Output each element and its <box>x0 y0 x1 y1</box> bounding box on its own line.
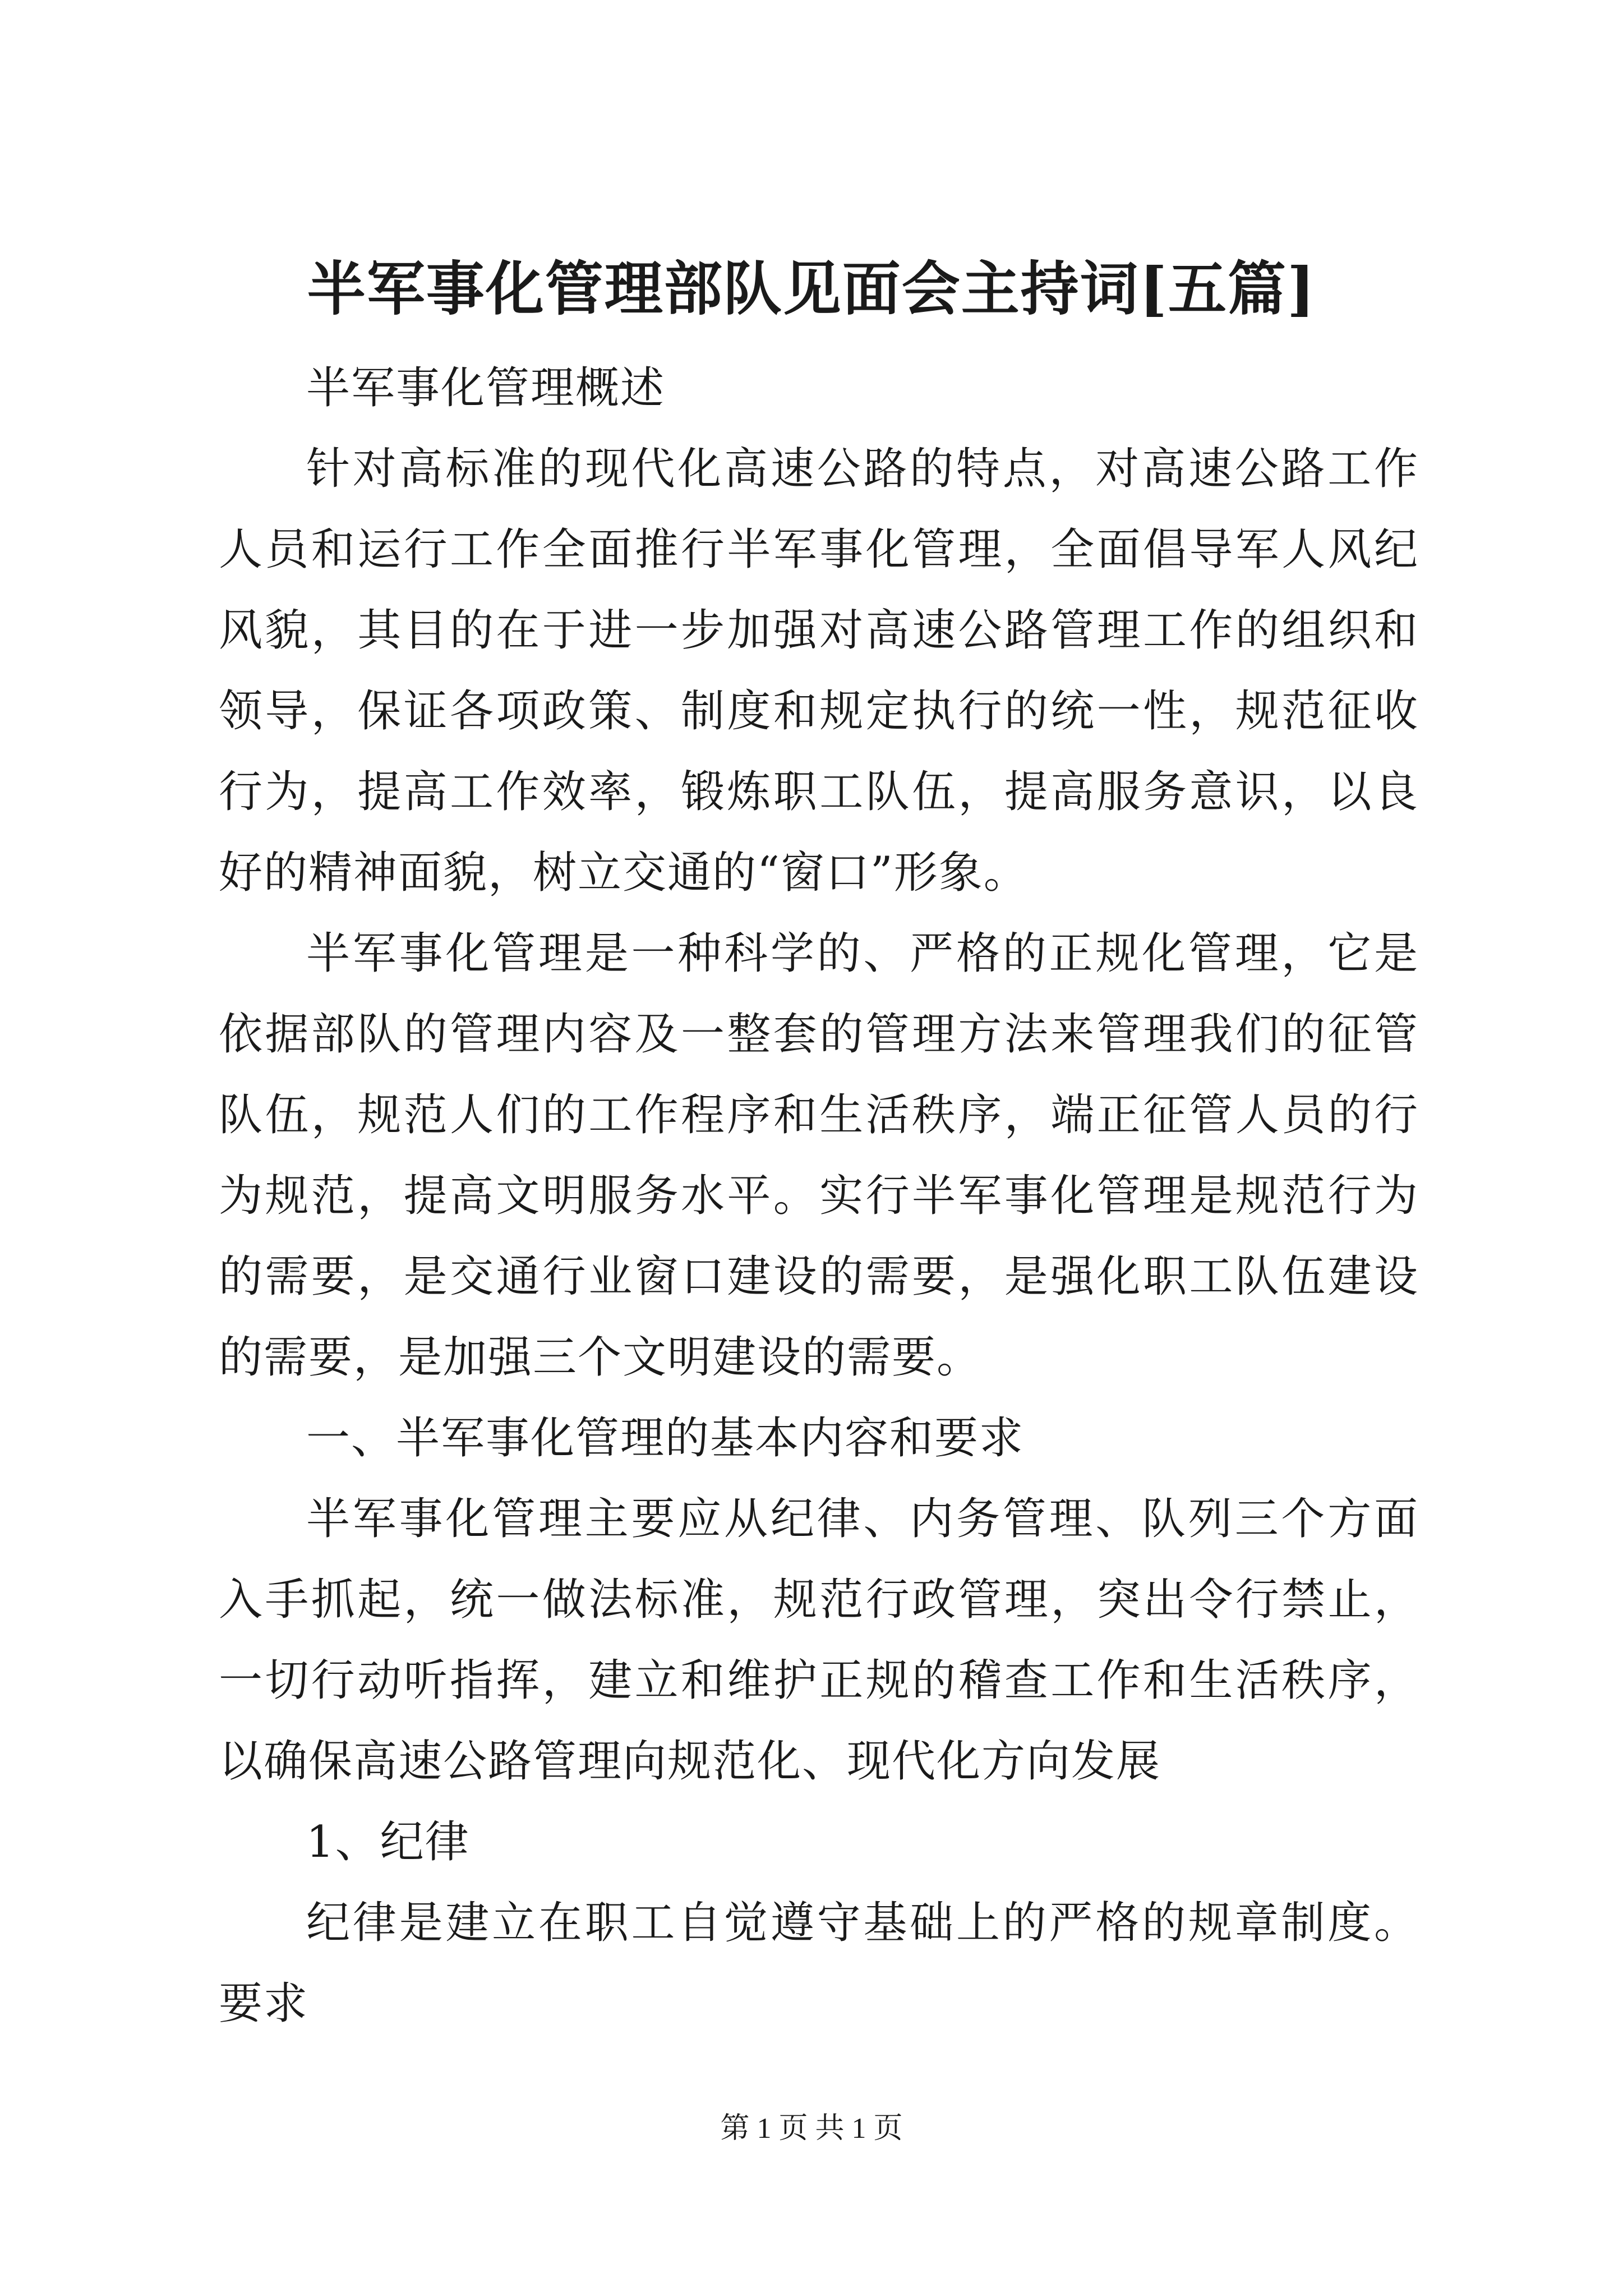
paragraph-definition: 半军事化管理是一种科学的、严格的正规化管理，它是依据部队的管理内容及一整套的管理方法来管理我们的征管队伍，规范人们的工作程序和生活秩序，端正征管人员的行为规范，提高文明服务水平。实行半军事化管理是规范行为的需要，是交通行业窗口建设的需要，是强化职工队伍建设的需要，是加强三个文明建设的需要。 <box>219 928 1419 1383</box>
section-heading-basic-content: 一、半军事化管理的基本内容和要求 <box>306 1413 1025 1464</box>
document-body <box>219 348 1419 2044</box>
paragraph-basic-content: 半军事化管理主要应从纪律、内务管理、队列三个方面入手抓起，统一做法标准，规范行政管理，突出令行禁止，一切行动听指挥，建立和维护正规的稽查工作和生活秩序，以确保高速公路管理向规范化、现代化方向发展 <box>219 1494 1419 1787</box>
page-number-footer: 第 1 页 共 1 页 <box>720 2113 903 2145</box>
section-heading-overview: 半军事化管理概述 <box>306 363 666 413</box>
paragraph-intro: 针对高标准的现代化高速公路的特点，对高速公路工作人员和运行工作全面推行半军事化管理，全面倡导军人风纪风貌，其目的在于进一步加强对高速公路管理工作的组织和领导，保证各项政策、制度和规定执行的统一性，规范征收行为，提高工作效率，锻炼职工队伍，提高服务意识，以良好的精神面貌，树立交通的“窗口”形象。 <box>219 444 1419 898</box>
paragraph-discipline: 纪律是建立在职工自觉遵守基础上的严格的规章制度。要求 <box>219 1898 1419 2029</box>
document-title: 半军事化管理部队见面会主持词[五篇] <box>307 254 1316 323</box>
subsection-heading-discipline: 1、纪律 <box>306 1817 470 1867</box>
